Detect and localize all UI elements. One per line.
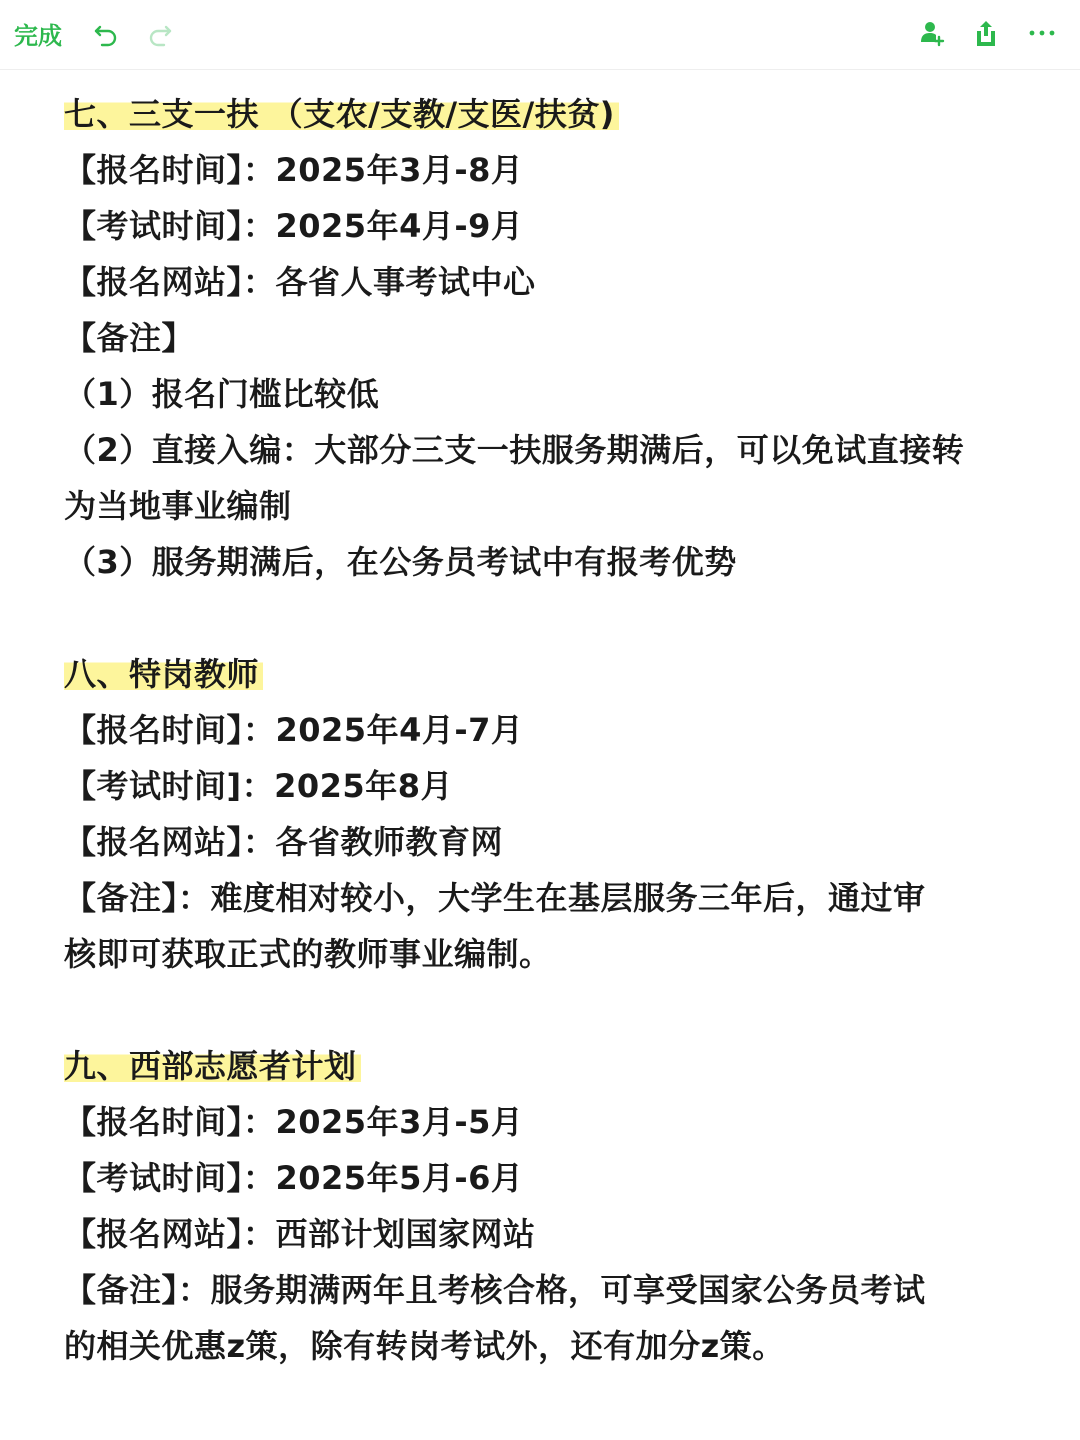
section-heading: 八、特岗教师 [64, 646, 1044, 702]
note-point-1: （1）报名门槛比较低 [64, 375, 380, 413]
note-toolbar [0, 0, 1080, 70]
paragraph-gap [64, 590, 1044, 646]
done-button[interactable]: 完成 [14, 22, 62, 50]
note-point-2-cont: 为当地事业编制 [64, 487, 292, 525]
signup-site-line: 【报名网站】：各省人事考试中心 [64, 263, 536, 301]
note-line: 【备注】：难度相对较小，大学生在基层服务三年后，通过审 [64, 879, 926, 917]
signup-time-line: 【报名时间】：2025年4月-7月 [64, 711, 524, 749]
note-body[interactable] [64, 86, 1044, 1374]
note-point-3: （3）服务期满后，在公务员考试中有报考优势 [64, 543, 737, 581]
note-line: 【备注】：服务期满两年且考核合格，可享受国家公务员考试 [64, 1271, 926, 1309]
section-heading: 九、西部志愿者计划 [64, 1038, 1044, 1094]
signup-site-line: 【报名网站】：各省教师教育网 [64, 823, 504, 861]
exam-time-line: 【考试时间】：2025年4月-9月 [64, 207, 524, 245]
redo-icon[interactable] [144, 17, 176, 49]
exam-time-line: 【考试时间]：2025年8月 [64, 767, 453, 805]
undo-icon[interactable] [90, 17, 122, 49]
note-label-line: 【备注】 [64, 319, 195, 357]
section-heading: 七、三支一扶 （支农/支教/支医/扶贫) [64, 86, 1044, 142]
signup-time-line: 【报名时间】：2025年3月-5月 [64, 1103, 524, 1141]
note-line-cont: 核即可获取正式的教师事业编制。 [64, 935, 552, 973]
signup-site-line: 【报名网站】：西部计划国家网站 [64, 1215, 536, 1253]
more-icon[interactable] [1026, 17, 1058, 49]
note-point-2: （2）直接入编：大部分三支一扶服务期满后，可以免试直接转 [64, 431, 965, 469]
note-line-cont: 的相关优惠z策，除有转岗考试外，还有加分z策。 [64, 1327, 785, 1365]
signup-time-line: 【报名时间】：2025年3月-8月 [64, 151, 524, 189]
exam-time-line: 【考试时间】：2025年5月-6月 [64, 1159, 524, 1197]
add-collaborator-icon[interactable] [916, 17, 948, 49]
share-icon[interactable] [970, 17, 1002, 49]
paragraph-gap [64, 982, 1044, 1038]
